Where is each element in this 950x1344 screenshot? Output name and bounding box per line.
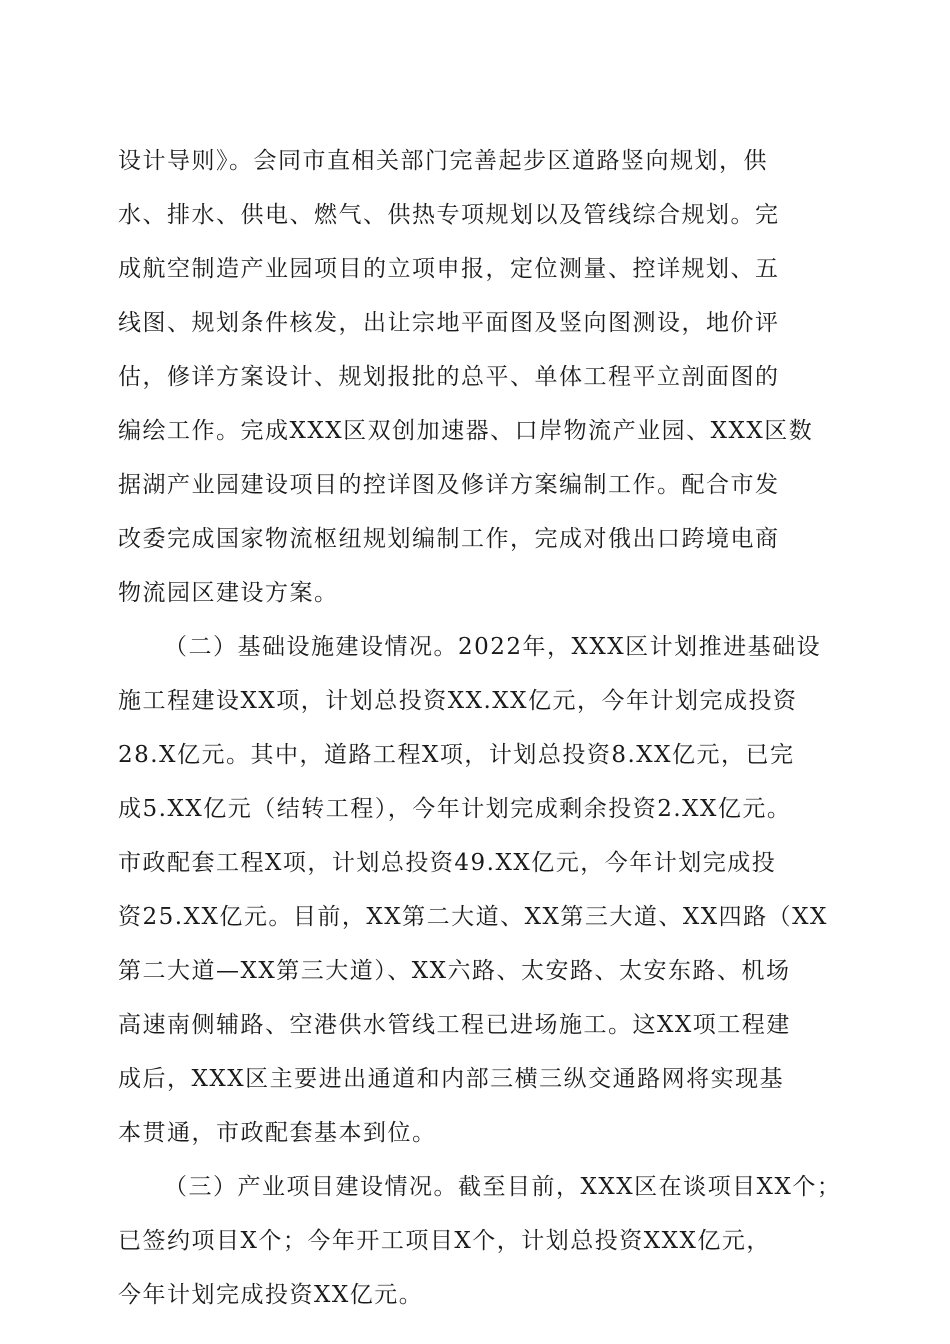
- text-line: 成5.XX亿元（结转工程），今年计划完成剩余投资2.XX亿元。: [118, 796, 792, 822]
- text-line: 线图、规划条件核发，出让宗地平面图及竖向图测设，地价评: [118, 310, 780, 336]
- text-line: 施工程建设XX项，计划总投资XX.XX亿元，今年计划完成投资: [118, 688, 798, 714]
- text-line: 设计导则》。会同市直相关部门完善起步区道路竖向规划，供: [118, 148, 768, 174]
- text-line: 物流园区建设方案。: [118, 580, 339, 606]
- document-body: [118, 134, 842, 1322]
- text-line: 水、排水、供电、燃气、供热专项规划以及管线综合规划。完: [118, 202, 780, 228]
- text-line: 市政配套工程X项，计划总投资49.XX亿元，今年计划完成投: [118, 850, 777, 876]
- text-line: 据湖产业园建设项目的控详图及修详方案编制工作。配合市发: [118, 472, 780, 498]
- text-line: 资25.XX亿元。目前，XX第二大道、XX第三大道、XX四路（XX: [118, 904, 828, 930]
- section-heading-line: （三）产业项目建设情况。截至目前，XXX区在谈项目XX个；: [164, 1174, 842, 1200]
- text-line: 编绘工作。完成XXX区双创加速器、口岸物流产业园、XXX区数: [118, 418, 814, 444]
- text-line: 成航空制造产业园项目的立项申报，定位测量、控详规划、五: [118, 256, 780, 282]
- text-line: 成后，XXX区主要进出通道和内部三横三纵交通路网将实现基: [118, 1066, 785, 1092]
- text-line: 本贯通，市政配套基本到位。: [118, 1120, 437, 1146]
- text-line: 28.X亿元。其中，道路工程X项，计划总投资8.XX亿元，已完: [118, 742, 795, 768]
- text-line: 估，修详方案设计、规划报批的总平、单体工程平立剖面图的: [118, 364, 780, 390]
- text-line: 今年计划完成投资XX亿元。: [118, 1282, 424, 1308]
- text-line: 第二大道—XX第三大道）、XX六路、太安路、太安东路、机场: [118, 958, 791, 984]
- text-line: 改委完成国家物流枢纽规划编制工作，完成对俄出口跨境电商: [118, 526, 780, 552]
- paragraph-industrial-projects: [118, 1160, 842, 1322]
- paragraph-infrastructure: [118, 620, 834, 1160]
- section-heading-line: （二）基础设施建设情况。2022年，XXX区计划推进基础设: [164, 634, 822, 660]
- text-line: 高速南侧辅路、空港供水管线工程已进场施工。这XX项工程建: [118, 1012, 791, 1038]
- text-line: 已签约项目X个；今年开工项目X个，计划总投资XXX亿元，: [118, 1228, 771, 1254]
- paragraph-planning-continued: [118, 134, 834, 620]
